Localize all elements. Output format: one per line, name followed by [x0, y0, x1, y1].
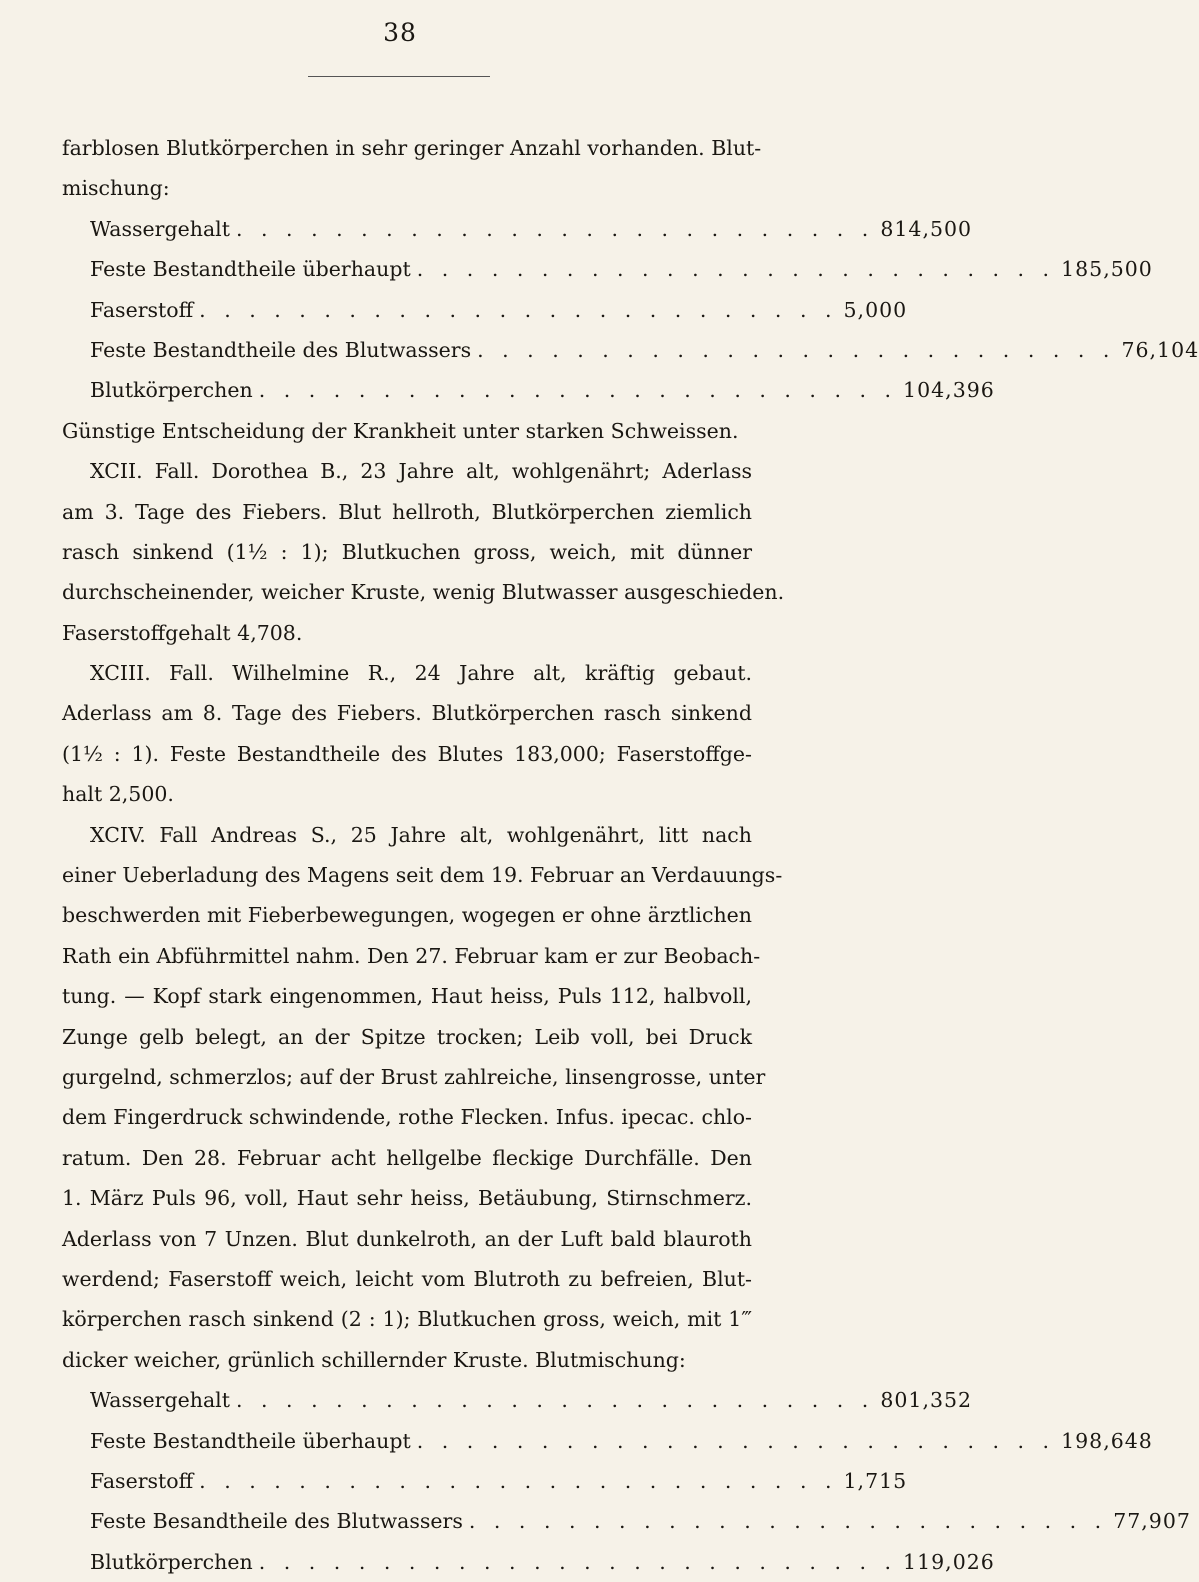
text-line: einer Ueberladung des Magens seit dem 19. Februar an Verdauungs- [62, 863, 783, 888]
row-value: 185,500 [1061, 257, 1153, 282]
header-rule [308, 76, 490, 77]
text-line: beschwerden mit Fieberbewegungen, wogegen er ohne ärztlichen [62, 903, 752, 928]
row-value: 198,648 [1061, 1428, 1153, 1453]
table-row [62, 209, 973, 249]
table-row [62, 1421, 1153, 1461]
table-row [62, 290, 908, 330]
text-line: mischung: [62, 176, 170, 201]
text-line: werdend; Faserstoff weich, leicht vom Blutroth zu befreien, Blut- [62, 1266, 752, 1291]
row-label: Faserstoff [90, 297, 194, 322]
text-line: dem Fingerdruck schwindende, rothe Flecken. Infus. ipecac. chlo- [62, 1105, 752, 1130]
leader-dots: . . . . . . . . . . . . . . . . . . . . . . . . . . [477, 337, 1116, 362]
row-value: 76,104 [1121, 337, 1199, 362]
table-row [62, 1380, 973, 1420]
row-label: Wassergehalt [90, 216, 230, 241]
text-line: tung. — Kopf stark eingenommen, Haut heiss, Puls 112, halbvoll, [62, 984, 752, 1009]
row-value: 104,396 [903, 378, 995, 403]
text-line: Rath ein Abführmittel nahm. Den 27. Februar kam er zur Beobach- [62, 943, 761, 968]
row-label: Feste Bestandtheile überhaupt [90, 257, 411, 282]
row-value: 5,000 [843, 297, 908, 322]
text-line: XCII. Fall. Dorothea B., 23 Jahre alt, wohlgenährt; Aderlass [90, 459, 752, 484]
text-line: Aderlass am 8. Tage des Fiebers. Blutkörperchen rasch sinkend [62, 701, 752, 726]
row-label: Feste Bestandtheile überhaupt [90, 1428, 411, 1453]
leader-dots: . . . . . . . . . . . . . . . . . . . . . . . . . . [416, 1428, 1056, 1453]
text-line: halt 2,500. [62, 782, 174, 807]
leader-dots: . . . . . . . . . . . . . . . . . . . . . . . . . . [235, 216, 875, 241]
leader-dots: . . . . . . . . . . . . . . . . . . . . . . . . . . [468, 1509, 1108, 1534]
text-line: Zunge gelb belegt, an der Spitze trocken; Leib voll, bei Druck [62, 1024, 752, 1049]
table-row [62, 249, 1153, 289]
text-line: Faserstoffgehalt 4,708. [62, 620, 303, 645]
row-value: 814,500 [880, 216, 973, 241]
text-line: dicker weicher, grünlich schillernder Kruste. Blutmischung: [62, 1347, 686, 1372]
table-row [62, 330, 1199, 370]
text-line: (1½ : 1). Feste Bestandtheile des Blutes 183,000; Faserstoffge- [62, 741, 752, 766]
row-label: Feste Besandtheile des Blutwassers [90, 1509, 463, 1534]
row-value: 801,352 [880, 1388, 973, 1413]
row-label: Blutkörperchen [90, 1549, 253, 1574]
text-line: XCIII. Fall. Wilhelmine R., 24 Jahre alt, kräftig gebaut. [90, 661, 752, 686]
row-label: Faserstoff [90, 1468, 194, 1493]
body-text [62, 128, 1199, 1582]
leader-dots: . . . . . . . . . . . . . . . . . . . . . . . . . . [258, 1549, 898, 1574]
table-row [62, 1501, 1191, 1541]
case-xciii [62, 653, 752, 815]
row-value: 77,907 [1113, 1509, 1191, 1534]
leader-dots: . . . . . . . . . . . . . . . . . . . . . . . . . . [199, 1468, 838, 1493]
table-row [62, 1542, 995, 1582]
leader-dots: . . . . . . . . . . . . . . . . . . . . . . . . . . [199, 297, 838, 322]
case-xcii [62, 451, 785, 653]
row-label: Blutkörperchen [90, 378, 253, 403]
text-line: ratum. Den 28. Februar acht hellgelbe fleckige Durchfälle. Den [62, 1145, 752, 1170]
blood-composition-table-2 [62, 1380, 1191, 1582]
row-value: 1,715 [843, 1468, 908, 1493]
row-label: Wassergehalt [90, 1388, 230, 1413]
table-row [62, 370, 995, 410]
row-value: 119,026 [903, 1549, 995, 1574]
table-row [62, 1461, 908, 1501]
case-xciv [62, 815, 783, 1380]
leader-dots: . . . . . . . . . . . . . . . . . . . . . . . . . . [258, 378, 898, 403]
text-line: Günstige Entscheidung der Krankheit unter starken Schweissen. [62, 418, 739, 443]
text-line: 1. März Puls 96, voll, Haut sehr heiss, Betäubung, Stirnschmerz. [62, 1186, 752, 1211]
text-line: farblosen Blutkörperchen in sehr geringer Anzahl vorhanden. Blut- [62, 136, 762, 160]
text-line: rasch sinkend (1½ : 1); Blutkuchen gross, weich, mit dünner [62, 539, 752, 564]
text-line: durchscheinender, weicher Kruste, wenig Blutwasser ausgeschieden. [62, 580, 785, 605]
text-line: XCIV. Fall Andreas S., 25 Jahre alt, wohlgenährt, litt nach [90, 822, 752, 847]
blood-composition-table-1 [62, 209, 1199, 411]
leader-dots: . . . . . . . . . . . . . . . . . . . . . . . . . . [416, 257, 1056, 282]
text-line: körperchen rasch sinkend (2 : 1); Blutkuchen gross, weich, mit 1‴ [62, 1307, 752, 1332]
leader-dots: . . . . . . . . . . . . . . . . . . . . . . . . . . [235, 1388, 875, 1413]
text-line: gurgelnd, schmerzlos; auf der Brust zahlreiche, linsengrosse, unter [62, 1064, 766, 1089]
text-line: Aderlass von 7 Unzen. Blut dunkelroth, an der Luft bald blauroth [62, 1226, 752, 1251]
row-label: Feste Bestandtheile des Blutwassers [90, 337, 472, 362]
page-number: 38 [383, 18, 417, 47]
text-line: am 3. Tage des Fiebers. Blut hellroth, Blutkörperchen ziemlich [62, 499, 752, 524]
